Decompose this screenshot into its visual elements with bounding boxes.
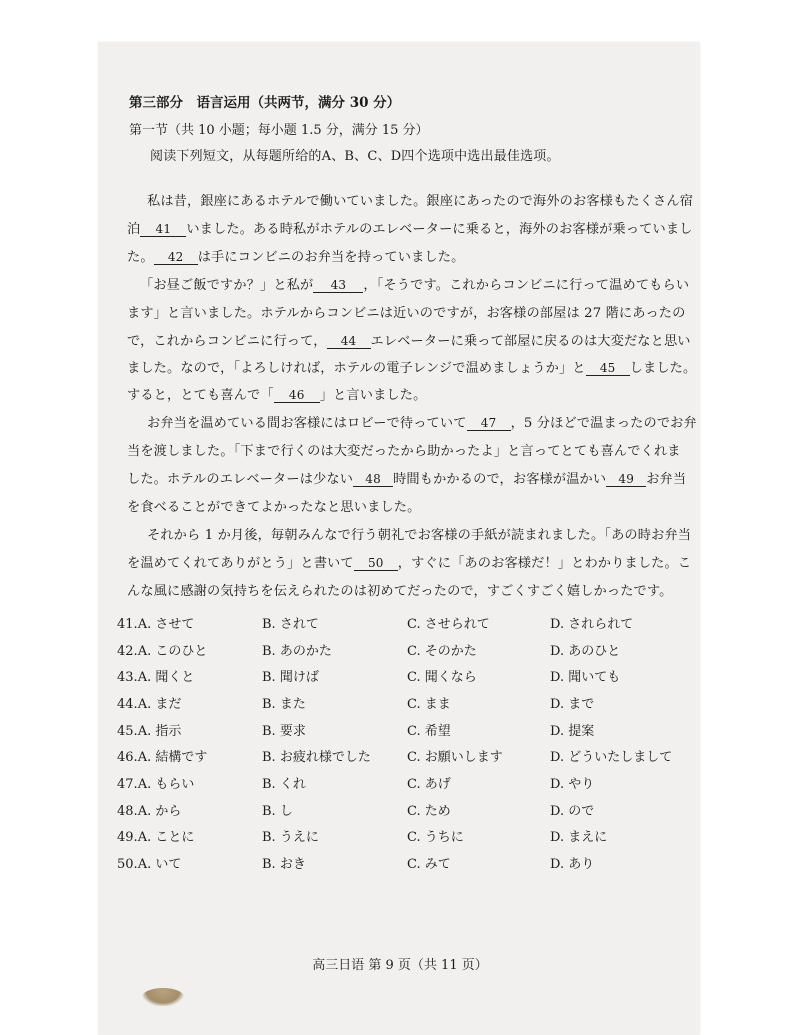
question-49-option-a: 49.A. ことに <box>117 830 195 845</box>
passage-text: んな風に感謝の気持ちを伝えられたのは初めてだったので，すごくすごく嬉しかったです。 <box>127 584 673 599</box>
passage-text: しました。 <box>629 361 697 376</box>
passage-text: 時間もかかるので，お客様が温かい <box>393 472 607 487</box>
question-41-option-d: D. されられて <box>550 617 634 632</box>
question-42-option-d: D. あのひと <box>550 644 621 659</box>
passage-line <box>127 496 420 515</box>
passage-line <box>127 330 691 349</box>
answer-blank: 41 <box>140 222 186 237</box>
passage-text: で，これからコンビニに行って， <box>127 334 327 349</box>
answer-blank: 50 <box>354 556 398 571</box>
passage-line <box>127 552 691 571</box>
passage-line <box>127 302 685 321</box>
passage-text: した。ホテルのエレベーターは少ない <box>127 472 354 487</box>
question-45-option-a: 45.A. 指示 <box>117 724 182 739</box>
passage-text: ，5 分ほどで温まったのでお弁 <box>510 416 697 431</box>
passage-text: お弁当を温めている間お客様にはロビーで待っていて <box>147 416 467 431</box>
question-46-option-a: 46.A. 結構です <box>117 750 208 765</box>
question-42-option-b: B. あのかた <box>262 644 332 659</box>
question-50-option-c: C. みて <box>407 857 451 872</box>
question-43-option-c: C. 聞くなら <box>407 670 477 685</box>
passage-text: 」と言いました。 <box>319 388 427 403</box>
passage-line <box>127 357 696 376</box>
question-44-option-a: 44.A. まだ <box>117 697 182 712</box>
question-41-option-c: C. させられて <box>407 617 490 632</box>
question-47-option-c: C. あげ <box>407 777 451 792</box>
page-footer: 高三日语 第 9 页（共 11 页） <box>312 958 488 973</box>
thumb-smudge <box>142 988 184 1006</box>
question-46-option-d: D. どういたしまして <box>550 750 673 765</box>
passage-text: すると，とても喜んで「 <box>127 388 274 403</box>
question-45-option-c: C. 希望 <box>407 724 451 739</box>
question-48-option-b: B. し <box>262 804 293 819</box>
answer-blank: 44 <box>327 334 371 349</box>
passage-line <box>127 384 426 403</box>
question-43-option-b: B. 聞けば <box>262 670 319 685</box>
question-47-option-b: B. くれ <box>262 777 306 792</box>
passage-text: 泊 <box>127 222 141 237</box>
passage-line <box>127 468 686 487</box>
answer-blank: 43 <box>313 278 363 293</box>
passage-text: を温めてくれてありがとう」と書いて <box>127 556 354 571</box>
question-48-option-d: D. ので <box>550 804 595 819</box>
passage-text: ，「そうです。これからコンビニに行って温めてもらい <box>363 278 690 293</box>
passage-line <box>127 218 693 237</box>
question-50-option-d: D. あり <box>550 857 595 872</box>
passage-line <box>127 246 464 265</box>
question-49-option-c: C. うちに <box>407 830 464 845</box>
question-44-option-d: D. まで <box>550 697 595 712</box>
question-47-option-a: 47.A. もらい <box>117 777 195 792</box>
part-title: 第三部分 语言运用（共两节，满分 30 分） <box>129 95 401 111</box>
question-41-option-b: B. されて <box>262 617 319 632</box>
question-46-option-c: C. お願いします <box>407 750 503 765</box>
question-48-option-c: C. ため <box>407 804 451 819</box>
question-50-option-b: B. おき <box>262 857 306 872</box>
question-45-option-b: B. 要求 <box>262 724 306 739</box>
answer-blank: 45 <box>586 361 630 376</box>
answer-blank: 48 <box>353 472 393 487</box>
passage-text: を食べることができてよかったなと思いました。 <box>127 500 421 515</box>
question-45-option-d: D. 提案 <box>550 724 595 739</box>
passage-text: ます」と言いました。ホテルからコンビニは近いのですが，お客様の部屋は 27 階にあったの <box>127 306 686 321</box>
passage-line <box>147 524 691 543</box>
bleed-through-mark <box>392 96 452 111</box>
answer-blank: 49 <box>606 472 646 487</box>
question-43-option-a: 43.A. 聞くと <box>117 670 195 685</box>
passage-line <box>127 440 681 459</box>
question-42-option-a: 42.A. このひと <box>117 644 208 659</box>
question-49-option-b: B. うえに <box>262 830 319 845</box>
passage-line <box>140 274 689 293</box>
passage-text: エレベーターに乗って部屋に戻るのは大変だなと思い <box>370 334 691 349</box>
passage-text: ，すぐに「あのお客様だ！」とわかりました。こ <box>397 556 692 571</box>
question-44-option-b: B. また <box>262 697 306 712</box>
question-43-option-d: D. 聞いても <box>550 670 621 685</box>
passage-text: いました。ある時私がホテルのエレベーターに乗ると，海外のお客様が乗っていまし <box>186 222 693 237</box>
section-title: 第一节（共 10 小题；每小题 1.5 分，满分 15 分） <box>129 123 429 138</box>
question-48-option-a: 48.A. から <box>117 804 182 819</box>
question-50-option-a: 50.A. いて <box>117 857 182 872</box>
question-42-option-c: C. そのかた <box>407 644 477 659</box>
answer-blank: 47 <box>467 416 511 431</box>
instruction-text: 阅读下列短文，从每题所给的A、B、C、D四个选项中选出最佳选项。 <box>150 149 560 164</box>
passage-text: た。 <box>127 250 154 265</box>
passage-text: ました。なので，「よろしければ，ホテルの電子レンジで温めましょうか」と <box>127 361 586 376</box>
passage-text: 当を渡しました。「下まで行くのは大変だったから助かったよ」と言ってとても喜んでくれま <box>127 444 681 459</box>
answer-blank: 42 <box>154 250 198 265</box>
passage-line <box>127 580 673 599</box>
passage-text: 「お昼ご飯ですか？」と私が <box>140 278 314 293</box>
question-47-option-d: D. やり <box>550 777 595 792</box>
question-46-option-b: B. お疲れ様でした <box>262 750 371 765</box>
passage-text: それから 1 か月後，毎朝みんなで行う朝礼でお客様の手紙が読まれました。「あの時お弁当 <box>147 528 692 543</box>
passage-text: お弁当 <box>646 472 687 487</box>
passage-line <box>147 412 697 431</box>
question-44-option-c: C. まま <box>407 697 451 712</box>
passage-text: 私は昔，銀座にあるホテルで働いていました。銀座にあったので海外のお客様もたくさん宿 <box>147 194 694 209</box>
question-41-option-a: 41.A. させて <box>117 617 195 632</box>
passage-text: は手にコンビニのお弁当を持っていました。 <box>197 250 465 265</box>
passage-line <box>147 190 693 209</box>
answer-blank: 46 <box>274 388 320 403</box>
question-49-option-d: D. まえに <box>550 830 608 845</box>
